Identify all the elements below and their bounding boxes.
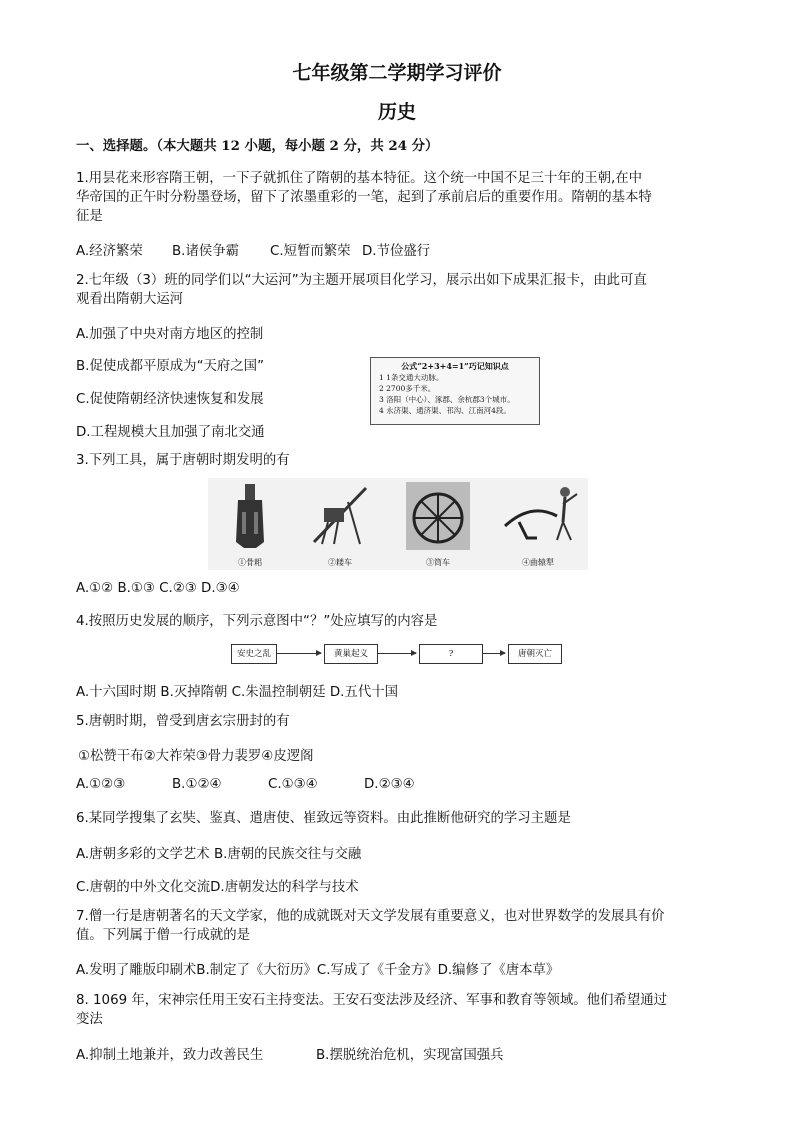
q2-option-a: A.加强了中央对南方地区的控制 — [76, 327, 264, 342]
page-subtitle: 历史 — [377, 101, 416, 123]
q6-stem: 6.某同学搜集了玄奘、鉴真、遣唐使、崔致远等资料。由此推断他研究的学习主题是 — [76, 811, 571, 826]
bone-spade-icon — [230, 482, 270, 550]
tool-caption: ②耧车 — [328, 558, 352, 567]
q2-option-b: B.促使成都平原成为“天府之国” — [76, 359, 265, 374]
card-line: 1 1条交通大动脉。 — [379, 373, 444, 382]
flow-step: 黄巢起义 — [324, 644, 378, 664]
q1-stem-line-3: 征是 — [76, 209, 103, 224]
card-line: 2 2700多千米。 — [379, 384, 436, 393]
tools-illustration — [208, 478, 588, 570]
q3-options: A.①② B.①③ C.②③ D.③④ — [76, 581, 240, 596]
card-line: 4 永济渠、通济渠、邗沟、江南河4段。 — [379, 406, 511, 415]
q1-option-b: B.诸侯争霸 — [172, 244, 240, 259]
page-title: 七年级第二学期学习评价 — [292, 62, 502, 84]
q5-option-c: C.①③④ — [268, 777, 318, 792]
q1-stem-line-1: 1.用昙花来形容隋王朝，一下子就抓住了隋朝的基本特征。这个统一中国不足三十年的王朝,在中 — [76, 171, 643, 186]
curved-plow-figure — [498, 478, 588, 570]
tool-caption: ④曲辕犁 — [522, 558, 554, 567]
q3-stem: 3.下列工具，属于唐朝时期发明的有 — [76, 453, 290, 468]
q8-option-b: B.摆脱统治危机，实现富国强兵 — [316, 1048, 504, 1063]
flow-arrow — [378, 653, 416, 654]
water-wheel-icon — [406, 482, 470, 550]
q6-options-line-2: C.唐朝的中外文化交流D.唐朝发达的科学与技术 — [76, 880, 359, 895]
card-line: 3 洛阳（中心）、涿郡、余杭郡3个城市。 — [379, 395, 515, 404]
q7-stem-line-1: 7.僧一行是唐朝著名的天文学家，他的成就既对天文学发展有重要意义，也对世界数学的发展具有价 — [76, 909, 665, 924]
q2-option-d: D.工程规模大且加强了南北交通 — [76, 425, 265, 440]
q8-stem-line-1: 8. 1069 年，宋神宗任用王安石主持变法。王安石变法涉及经济、军事和教育等领域。他们希望通过 — [76, 993, 667, 1008]
tool-caption: ①骨耜 — [238, 558, 262, 567]
q1-option-d: D.节俭盛行 — [362, 244, 431, 259]
q1-option-a: A.经济繁荣 — [76, 244, 143, 259]
q7-stem-line-2: 值。下列属于僧一行成就的是 — [76, 928, 251, 943]
q2-stem-line-1: 2.七年级（3）班的同学们以“大运河”为主题开展项目化学习，展示出如下成果汇报卡，由此可直 — [76, 273, 647, 288]
q5-stem: 5.唐朝时期，曾受到唐玄宗册封的有 — [76, 714, 290, 729]
q5-items: ①松赞干布②大祚荣③骨力裴罗④皮逻阁 — [78, 749, 314, 764]
q1-stem-line-2: 华帝国的正午时分粉墨登场，留下了浓墨重彩的一笔，起到了承前启后的重要作用。隋朝的基本特 — [76, 190, 652, 205]
history-flow-diagram — [231, 644, 581, 664]
q5-option-b: B.①②④ — [172, 777, 222, 792]
q6-options-line-1: A.唐朝多彩的文学艺术 B.唐朝的民族交往与交融 — [76, 847, 362, 862]
q4-options: A.十六国时期 B.灭掉隋朝 C.朱温控制朝廷 D.五代十国 — [76, 685, 398, 700]
flow-arrow — [483, 653, 505, 654]
tool-caption: ③筒车 — [426, 558, 450, 567]
seed-drill-icon — [308, 482, 372, 550]
q5-option-a: A.①②③ — [76, 777, 126, 792]
water-wheel-figure — [398, 478, 478, 570]
q2-stem-line-2: 观看出隋朝大运河 — [76, 292, 184, 307]
seed-drill-figure — [300, 478, 380, 570]
q1-option-c: C.短暂而繁荣 — [270, 244, 351, 259]
flow-arrow — [277, 653, 321, 654]
curved-plow-icon — [501, 482, 585, 550]
flow-step-unknown: ? — [419, 644, 483, 664]
card-title: 公式“2+3+4=1”巧记知识点 — [401, 361, 509, 371]
section-heading: 一、选择题。（本大题共 12 小题，每小题 2 分，共 24 分） — [76, 138, 439, 154]
bone-spade-figure — [210, 478, 290, 570]
q4-stem: 4.按照历史发展的顺序，下列示意图中“？”处应填写的内容是 — [76, 614, 438, 629]
q8-stem-line-2: 变法 — [76, 1012, 103, 1027]
q7-options: A.发明了雕版印刷术B.制定了《大衍历》C.写成了《千金方》D.编修了《唐本草》 — [76, 963, 560, 978]
q5-option-d: D.②③④ — [364, 777, 415, 792]
q2-option-c: C.促使隋朝经济快速恢复和发展 — [76, 392, 264, 407]
q8-option-a: A.抑制土地兼并，致力改善民生 — [76, 1048, 264, 1063]
flow-step: 唐朝灭亡 — [508, 644, 562, 664]
grand-canal-summary-card — [370, 357, 540, 425]
flow-step: 安史之乱 — [231, 644, 277, 664]
